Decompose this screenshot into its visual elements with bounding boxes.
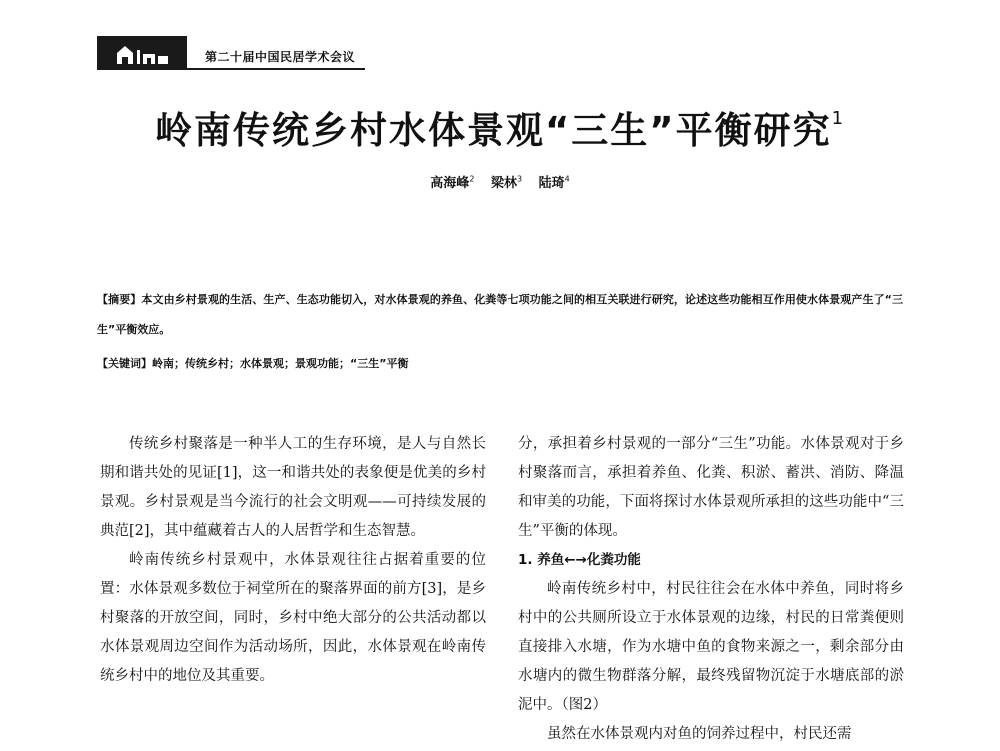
abstract <box>97 285 903 345</box>
author <box>430 176 474 191</box>
body-paragraph: 岭南传统乡村中，村民往往会在水体中养鱼，同时将乡村中的公共厕所设立于水体景观的边缘，村民的日常粪便则直接排入水塘，作为水塘中鱼的食物来源之一，剩余部分由水塘内的微生物群落分解，最终残留物沉淀于水塘底部的淤泥中。（图2） <box>518 581 904 713</box>
conference-name: 第二十届中国民居学术会议 <box>205 50 356 64</box>
paper-title <box>0 100 1000 154</box>
title-text: 岭南传统乡村水体景观“三生”平衡研究 <box>154 109 832 152</box>
conference-header <box>97 36 365 70</box>
conference-logo <box>97 36 187 70</box>
abstract-text: 本文由乡村景观的生活、生产、生态功能切入，对水体景观的养鱼、化粪等七项功能之间的相互关联进行研究，论述这些功能相互作用使水体景观产生了“三生”平衡效应。 <box>97 293 904 336</box>
body-paragraph: 虽然在水体景观内对鱼的饲养过程中，村民还需 <box>547 726 852 742</box>
keywords <box>97 355 903 371</box>
abstract-label: 【摘要】 <box>97 293 142 306</box>
author-footnote: 4 <box>564 174 570 184</box>
author-footnote: 2 <box>469 174 475 184</box>
keywords-text: 岭南；传统乡村；水体景观；景观功能；“三生”平衡 <box>152 357 409 370</box>
body-column-right <box>518 430 904 749</box>
author <box>539 176 570 191</box>
section-heading: 1. 养鱼←→化粪功能 <box>518 552 641 568</box>
body-paragraph: 岭南传统乡村景观中，水体景观往往占据着重要的位置：水体景观多数位于祠堂所在的聚落界面的前方[3]，是乡村聚落的开放空间，同时，乡村中绝大部分的公共活动都以水体景观周边空间作为活动场所，因此，水体景观在岭南传统乡村中的地位及其重要。 <box>100 552 486 684</box>
body-column-left <box>100 430 486 691</box>
author-footnote: 3 <box>516 174 523 184</box>
author-list <box>0 172 1000 191</box>
title-footnote-marker: 1 <box>831 107 846 129</box>
author-name: 高海峰 <box>430 176 470 191</box>
author-name: 梁林 <box>490 176 517 191</box>
body-paragraph: 传统乡村聚落是一种半人工的生存环境，是人与自然长期和谐共处的见证[1]，这一和谐共处的表象便是优美的乡村景观。乡村景观是当今流行的社会文明观——可持续发展的典范[2]，其中蕴藏着古人的人居哲学和生态智慧。 <box>100 436 486 539</box>
author-name: 陆琦 <box>538 176 565 191</box>
author <box>491 176 522 191</box>
body-paragraph: 分，承担着乡村景观的一部分“三生”功能。水体景观对于乡村聚落而言，承担着养鱼、化粪、积淤、蓄洪、消防、降温和审美的功能，下面将探讨水体景观所承担的这些功能中“三生”平衡的体现。 <box>518 436 904 539</box>
header-rule <box>187 68 365 70</box>
keywords-label: 【关键词】 <box>97 357 152 370</box>
